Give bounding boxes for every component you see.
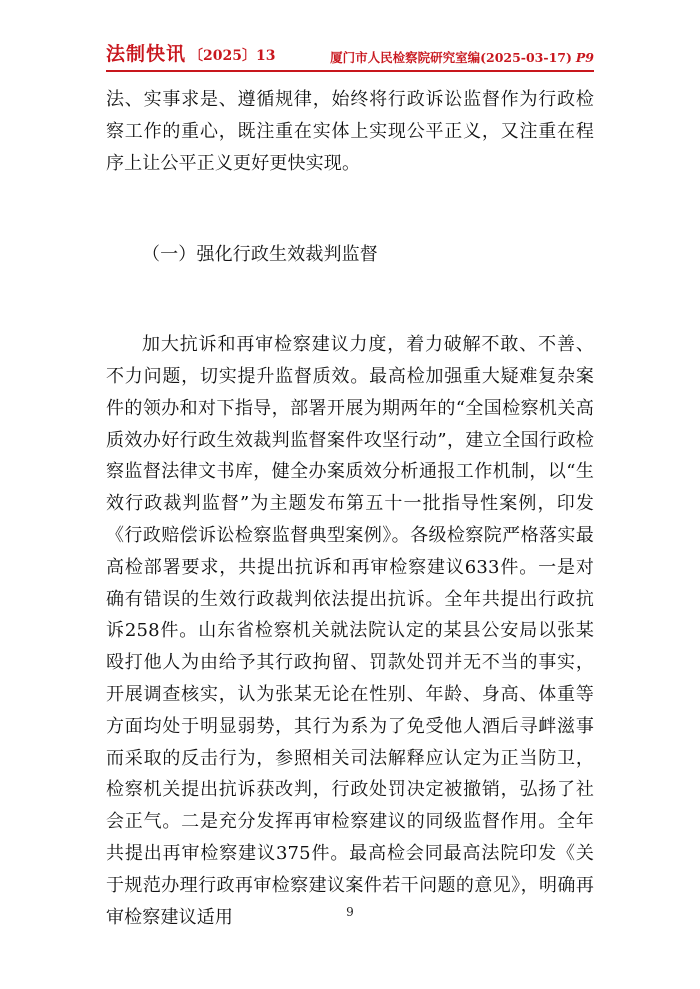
section-heading: （一）强化行政生效裁判监督 — [142, 244, 378, 266]
header-masthead — [106, 39, 275, 66]
publisher-text: 厦门市人民检察院研究室编(2025-03-17) — [330, 50, 572, 65]
paragraph-continued: 法、实事求是、遵循规律，始终将行政诉讼监督作为行政检察工作的重心，既注重在实体上实现公平正义，又注重在程序上让公平正义更好更快实现。 — [106, 89, 594, 174]
header-page-tag: P9 — [575, 50, 594, 65]
page-header — [106, 44, 594, 72]
header-publisher-info — [330, 48, 594, 66]
document-body — [106, 84, 594, 933]
page-number: 9 — [346, 905, 354, 919]
paragraph-main: 加大抗诉和再审检察建议力度，着力破解不敢、不善、不力问题，切实提升监督质效。最高检加强重大疑难复杂案件的领办和对下指导，部署开展为期两年的“全国检察机关高质效办好行政生效裁判监督案件攻坚行动”，建立全国行政检察监督法律文书库，健全办案质效分析通报工作机制，以“生效行政裁判监督”为主题发布第五十一批指导性案例，印发《行政赔偿诉讼检察监督典型案例》。各级检察院严格落实最高检部署要求，共提出抗诉和再审检察建议633件。一是对确有错误的生效行政裁判依法提出抗诉。全年共提出行政抗诉258件。山东省检察机关就法院认定的某县公安局以张某殴打他人为由给予其行政拘留、罚款处罚并无不当的事实，开展调查核实，认为张某无论在性别、年龄、身高、体重等方面均处于明显弱势，其行为系为了免受他人酒后寻衅滋事而采取的反击行为，参照相关司法解释应认定为正当防卫，检察机关提出抗诉获改判，行政处罚决定被撤销，弘扬了社会正气。二是充分发挥再审检察建议的同级监督作用。全年共提出再审检察建议375件。最高检会同最高法院印发《关于规范办理行政再审检察建议案件若干问题的意见》，明确再审检察建议适用 — [106, 334, 594, 928]
masthead-title: 法制快讯 — [106, 43, 187, 65]
issue-number: 〔2025〕13 — [189, 48, 276, 64]
